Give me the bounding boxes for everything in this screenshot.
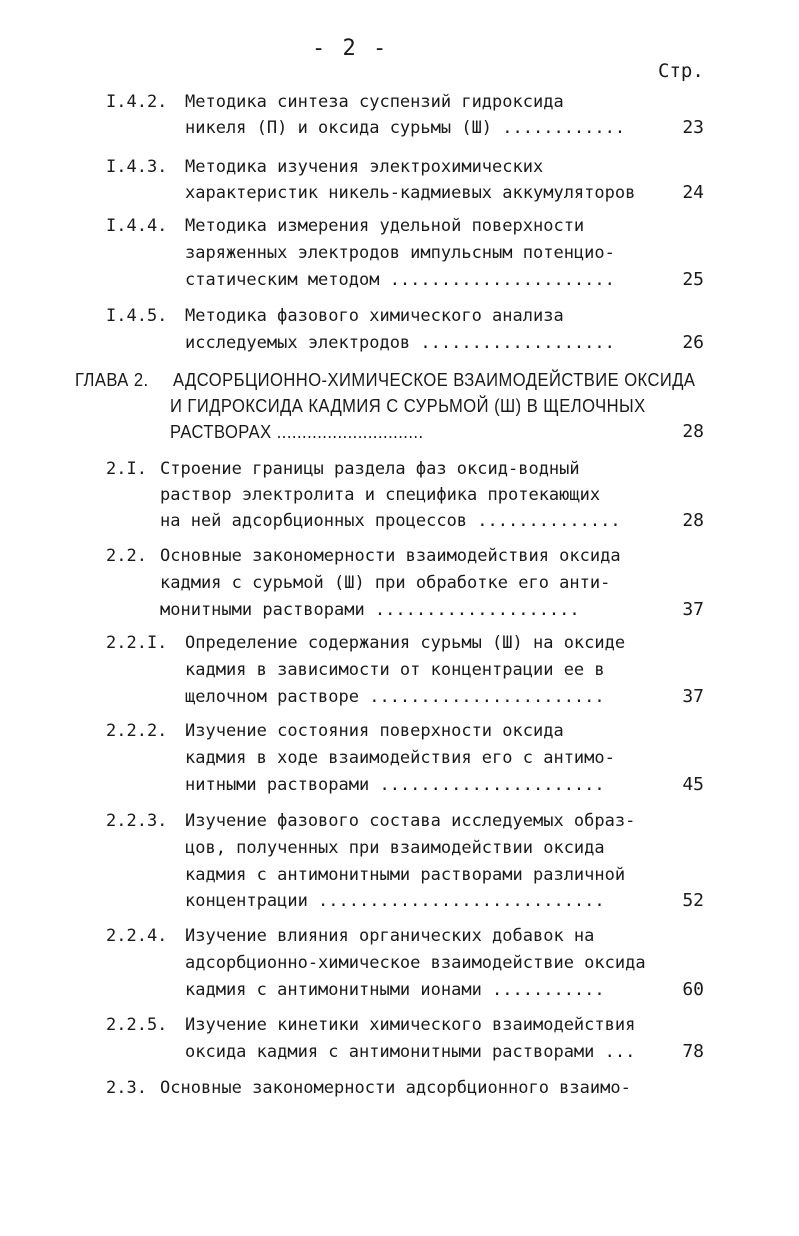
toc-entry-page: 37 xyxy=(682,599,704,620)
toc-entry-page: 37 xyxy=(682,686,704,707)
toc-entry-page: 28 xyxy=(682,421,704,442)
toc-entry-line: цов, полученных при взаимодействии оксида xyxy=(185,838,605,858)
toc-entry-number: I.4.4. xyxy=(106,216,168,236)
toc-entry-page: 45 xyxy=(682,774,704,795)
toc-entry-page: 24 xyxy=(682,182,704,203)
toc-entry-number: 2.2. xyxy=(106,546,147,566)
toc-entry-line: кадмия с антимонитными ионами ........... xyxy=(185,980,605,1000)
toc-entry-line: заряженных электродов импульсным потенцио- xyxy=(185,243,615,263)
toc-entry-line: на ней адсорбционных процессов .............. xyxy=(160,511,621,531)
toc-entry-line: АДСОРБЦИОННО-ХИМИЧЕСКОЕ ВЗАИМОДЕЙСТВИЕ ОКСИДА xyxy=(173,370,696,390)
toc-entry-page: 26 xyxy=(682,332,704,353)
toc-entry-line: Изучение фазового состава исследуемых образ- xyxy=(185,811,636,831)
toc-entry-line: щелочном растворе ....................... xyxy=(185,687,605,707)
toc-entry-page: 25 xyxy=(682,269,704,290)
toc-entry-line: Изучение состояния поверхности оксида xyxy=(185,721,564,741)
toc-entry-number: I.4.3. xyxy=(106,157,168,177)
toc-entry-page: 78 xyxy=(682,1041,704,1062)
toc-entry-number: 2.3. xyxy=(106,1078,147,1098)
toc-entry-number: ГЛАВА 2. xyxy=(75,370,149,390)
toc-entry-line: монитными растворами .................... xyxy=(160,600,580,620)
toc-entry-number: 2.2.2. xyxy=(106,721,168,741)
toc-entry-page: 60 xyxy=(682,979,704,1000)
toc-entry-line: РАСТВОРАХ ............................. xyxy=(170,422,424,442)
toc-entry-line: статическим методом ...................... xyxy=(185,270,615,290)
toc-entry-line: никеля (П) и оксида сурьмы (Ш) ............ xyxy=(185,118,626,138)
toc-entry-line: Методика изучения электрохимических xyxy=(185,157,544,177)
toc-entry-number: 2.2.4. xyxy=(106,926,168,946)
toc-entry-line: И ГИДРОКСИДА КАДМИЯ С СУРЬМОЙ (Ш) В ЩЕЛОЧНЫХ xyxy=(170,396,646,416)
toc-entry-line: Основные закономерности взаимодействия оксида xyxy=(160,546,621,566)
toc-entry-number: 2.2.3. xyxy=(106,811,168,831)
toc-entry-page: 52 xyxy=(682,890,704,911)
toc-entry-line: Методика синтеза суспензий гидроксида xyxy=(185,92,564,112)
page-number: - 2 - xyxy=(312,36,389,61)
toc-entry-line: Методика фазового химического анализа xyxy=(185,306,564,326)
toc-entry-number: I.4.5. xyxy=(106,306,168,326)
toc-entry-page: 28 xyxy=(682,510,704,531)
toc-entry-line: характеристик никель-кадмиевых аккумуляторов xyxy=(185,183,636,203)
toc-entry-line: Строение границы раздела фаз оксид-водный xyxy=(160,459,580,479)
toc-entry-line: кадмия в ходе взаимодействия его с антимо- xyxy=(185,748,615,768)
toc-entry-line: кадмия в зависимости от концентрации ее в xyxy=(185,660,605,680)
toc-entry-line: Определение содержания сурьмы (Ш) на оксиде xyxy=(185,633,626,653)
toc-entry-line: Основные закономерности адсорбционного взаимо- xyxy=(160,1078,631,1098)
toc-entry-line: адсорбционно-химическое взаимодействие оксида xyxy=(185,953,646,973)
toc-entry-number: 2.I. xyxy=(106,459,147,479)
page-column-label: Стр. xyxy=(658,60,704,82)
toc-entry-line: Изучение кинетики химического взаимодействия xyxy=(185,1015,636,1035)
toc-entry-number: 2.2.I. xyxy=(106,633,168,653)
toc-entry-page: 23 xyxy=(682,117,704,138)
toc-entry-line: концентрации ............................ xyxy=(185,891,605,911)
toc-entry-line: Методика измерения удельной поверхности xyxy=(185,216,585,236)
toc-entry-line: кадмия с антимонитными растворами различной xyxy=(185,865,626,885)
toc-entry-line: раствор электролита и специфика протекающих xyxy=(160,485,601,505)
toc-entry-line: исследуемых электродов ................... xyxy=(185,333,615,353)
toc-entry-line: нитными растворами ...................... xyxy=(185,775,605,795)
toc-entry-line: оксида кадмия с антимонитными растворами ... xyxy=(185,1042,636,1062)
toc-entry-number: I.4.2. xyxy=(106,92,168,112)
toc-entry-line: кадмия с сурьмой (Ш) при обработке его анти- xyxy=(160,573,611,593)
toc-entry-line: Изучение влияния органических добавок на xyxy=(185,926,595,946)
toc-entry-number: 2.2.5. xyxy=(106,1015,168,1035)
